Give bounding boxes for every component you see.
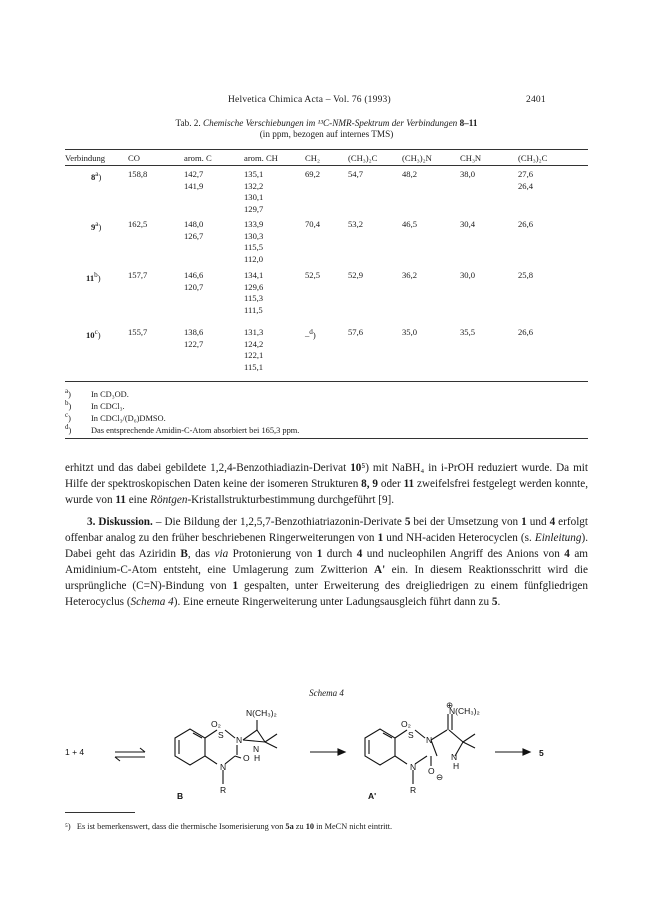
nme2-value: 48,2 <box>402 169 418 179</box>
cme2-2-values: 25,8 <box>518 270 534 280</box>
co-value: 155,7 <box>128 327 148 337</box>
cme2-value: 53,2 <box>348 219 364 229</box>
ring-nh-label: N <box>451 752 458 762</box>
ch2-value: 70,4 <box>305 219 321 229</box>
arom-c-values: 138,6 122,7 <box>184 327 204 349</box>
caption-compounds: 8–11 <box>459 118 478 128</box>
h-label: H <box>254 753 261 763</box>
reaction-scheme <box>65 700 588 800</box>
footnote-5: ⁵) Es ist bemerkenswert, dass die thermische Isomerisierung von 5a zu 10 in MeCN nicht eintritt. <box>65 822 393 831</box>
col-header-nme2: (CH₃)₂N <box>402 153 432 163</box>
scheme-title: Schema 4 <box>309 688 344 698</box>
ch2-value: –$^d$) <box>305 328 316 340</box>
compound-a-label: A' <box>368 791 377 800</box>
so2-label: O₂ <box>401 719 411 729</box>
co-value: 158,8 <box>128 169 148 179</box>
cme2-2-values: 27,6 26,4 <box>518 169 534 191</box>
ch3n-value: 35,5 <box>460 327 476 337</box>
body-text <box>65 460 588 610</box>
paragraph: erhitzt und das dabei gebildete 1,2,4-Benzothiadiazin-Derivat 10⁵) mit NaBH₄ in i-PrOH reduziert wurde. Da mit Hilfe der spektroskopischen Daten keine der isomeren Strukturen 8, 9 oder 11 zweifelsfrei festgelegt werden konnte, wurde von 11 eine Röntgen-Kristallstrukturbestimmung durchgeführt [9]. <box>65 462 588 506</box>
col-header-cme2-2: (CH₃)₂C <box>518 153 548 163</box>
oxygen-label: O <box>243 753 250 763</box>
nme2-value: 46,5 <box>402 219 418 229</box>
dimethylammonium-label: N(CH₃)₂ <box>449 706 480 716</box>
oxygen-label: O <box>428 766 435 776</box>
ch2-value: 69,2 <box>305 169 321 179</box>
table-top-rule <box>65 149 588 150</box>
nme2-value: 35,0 <box>402 327 418 337</box>
col-header-compound: Verbindung <box>65 153 106 163</box>
table-footnote: $^a$) In CD₃OD. <box>65 387 129 399</box>
ch3n-value: 30,0 <box>460 270 476 280</box>
ring-n-label: N <box>220 762 227 772</box>
arom-c-values: 148,0 126,7 <box>184 219 204 241</box>
cme2-2-values: 26,6 <box>518 327 534 337</box>
r-label: R <box>220 785 227 795</box>
product-label: 5 <box>539 748 544 758</box>
nme2-value: 36,2 <box>402 270 418 280</box>
nitrogen-label: N <box>426 735 433 745</box>
cme2-value: 52,9 <box>348 270 364 280</box>
ring-n-label: N <box>410 762 417 772</box>
journal-header: Helvetica Chimica Acta – Vol. 76 (1993) <box>228 95 391 105</box>
arom-ch-values: 131,3 124,2 122,1 115,1 <box>244 327 264 372</box>
arom-ch-values: 135,1 132,2 130,1 129,7 <box>244 169 264 214</box>
caption-prefix: Tab. 2. <box>175 118 201 128</box>
cme2-2-values: 26,6 <box>518 219 534 229</box>
col-header-ch3n: CH₃N <box>460 153 482 163</box>
r-label: R <box>410 785 417 795</box>
table-footnote: $^d$) Das entsprechende Amidin-C-Atom absorbiert bei 165,3 ppm. <box>65 423 300 435</box>
co-value: 162,5 <box>128 219 148 229</box>
dimethylamino-label: N(CH₃)₂ <box>246 708 277 718</box>
table-body-rule <box>65 381 588 382</box>
compound-label: 9$^a$) <box>91 220 102 232</box>
col-header-ch2: CH₂ <box>305 153 320 163</box>
nitrogen-label: N <box>236 735 243 745</box>
footnote-rule <box>65 812 135 813</box>
table-caption <box>65 118 588 140</box>
compound-label: 8$^a$) <box>91 170 102 182</box>
compound-label: 11$^b$) <box>86 271 101 283</box>
table-footnote: $^b$) In CDCl₃. <box>65 399 125 411</box>
negative-charge-icon: ⊖ <box>436 772 444 782</box>
table-footnote: $^c$) In CDCl₃/(D₆)DMSO. <box>65 411 166 423</box>
col-header-arom-ch: arom. CH <box>244 153 278 163</box>
positive-charge-icon: ⊕ <box>446 700 454 710</box>
sulfur-label: S <box>218 730 224 740</box>
arom-ch-values: 134,1 129,6 115,3 111,5 <box>244 270 264 315</box>
co-value: 157,7 <box>128 270 148 280</box>
cme2-value: 57,6 <box>348 327 364 337</box>
caption-title: Chemische Verschiebungen im ¹³C-NMR-Spektrum der Verbindungen <box>202 118 458 128</box>
caption-units: (in ppm, bezogen auf internes TMS) <box>259 129 394 139</box>
sulfur-label: S <box>408 730 414 740</box>
col-header-co: CO <box>128 153 140 163</box>
compound-b-label: B <box>177 791 184 800</box>
ch2-value: 52,5 <box>305 270 321 280</box>
table-bottom-rule <box>65 438 588 439</box>
cme2-value: 54,7 <box>348 169 364 179</box>
arom-ch-values: 133,9 130,3 115,5 112,0 <box>244 219 264 264</box>
compound-label: 10$^c$) <box>86 328 101 340</box>
page-number: 2401 <box>526 95 546 105</box>
section-heading: 3. Diskussion. <box>87 516 153 528</box>
arom-c-values: 142,7 141,9 <box>184 169 204 191</box>
col-header-arom-c: arom. C <box>184 153 212 163</box>
col-header-cme2: (CH₃)₂C <box>348 153 378 163</box>
h-label: H <box>453 761 460 771</box>
ch3n-value: 30,4 <box>460 219 476 229</box>
reactants-label: 1 + 4 <box>65 747 85 757</box>
arom-c-values: 146,6 120,7 <box>184 270 204 292</box>
so2-label: O₂ <box>211 719 221 729</box>
ch3n-value: 38,0 <box>460 169 476 179</box>
aziridine-n-label: N <box>253 744 260 754</box>
table-header-rule <box>65 165 588 166</box>
paragraph: 3. Diskussion. – Die Bildung der 1,2,5,7-Benzothiatriazonin-Derivate 5 bei der Umsetzung von 1 und 4 erfolgt offenbar analog zu den früher beschriebenen Ringerweiterungen von 1 und NH-aciden Heterocyclen (s. Einleitung). Dabei geht das Aziridin B, das via Protonierung von 1 durch 4 und nucleophilen Angriff des Anions von 4 am Amidinium-C-Atom entsteht, eine Umlagerung zum Zwitterion A' ein. In diesem Reaktionsschritt wird die ursprüngliche (C=N)-Bindung von 1 gespalten, unter Erweiterung des dreigliedrigen zu einem fünfgliedrigen Heterocyclus (Schema 4). Eine erneute Ringerweiterung unter Ladungsausgleich führt dann zu 5. <box>65 516 589 608</box>
